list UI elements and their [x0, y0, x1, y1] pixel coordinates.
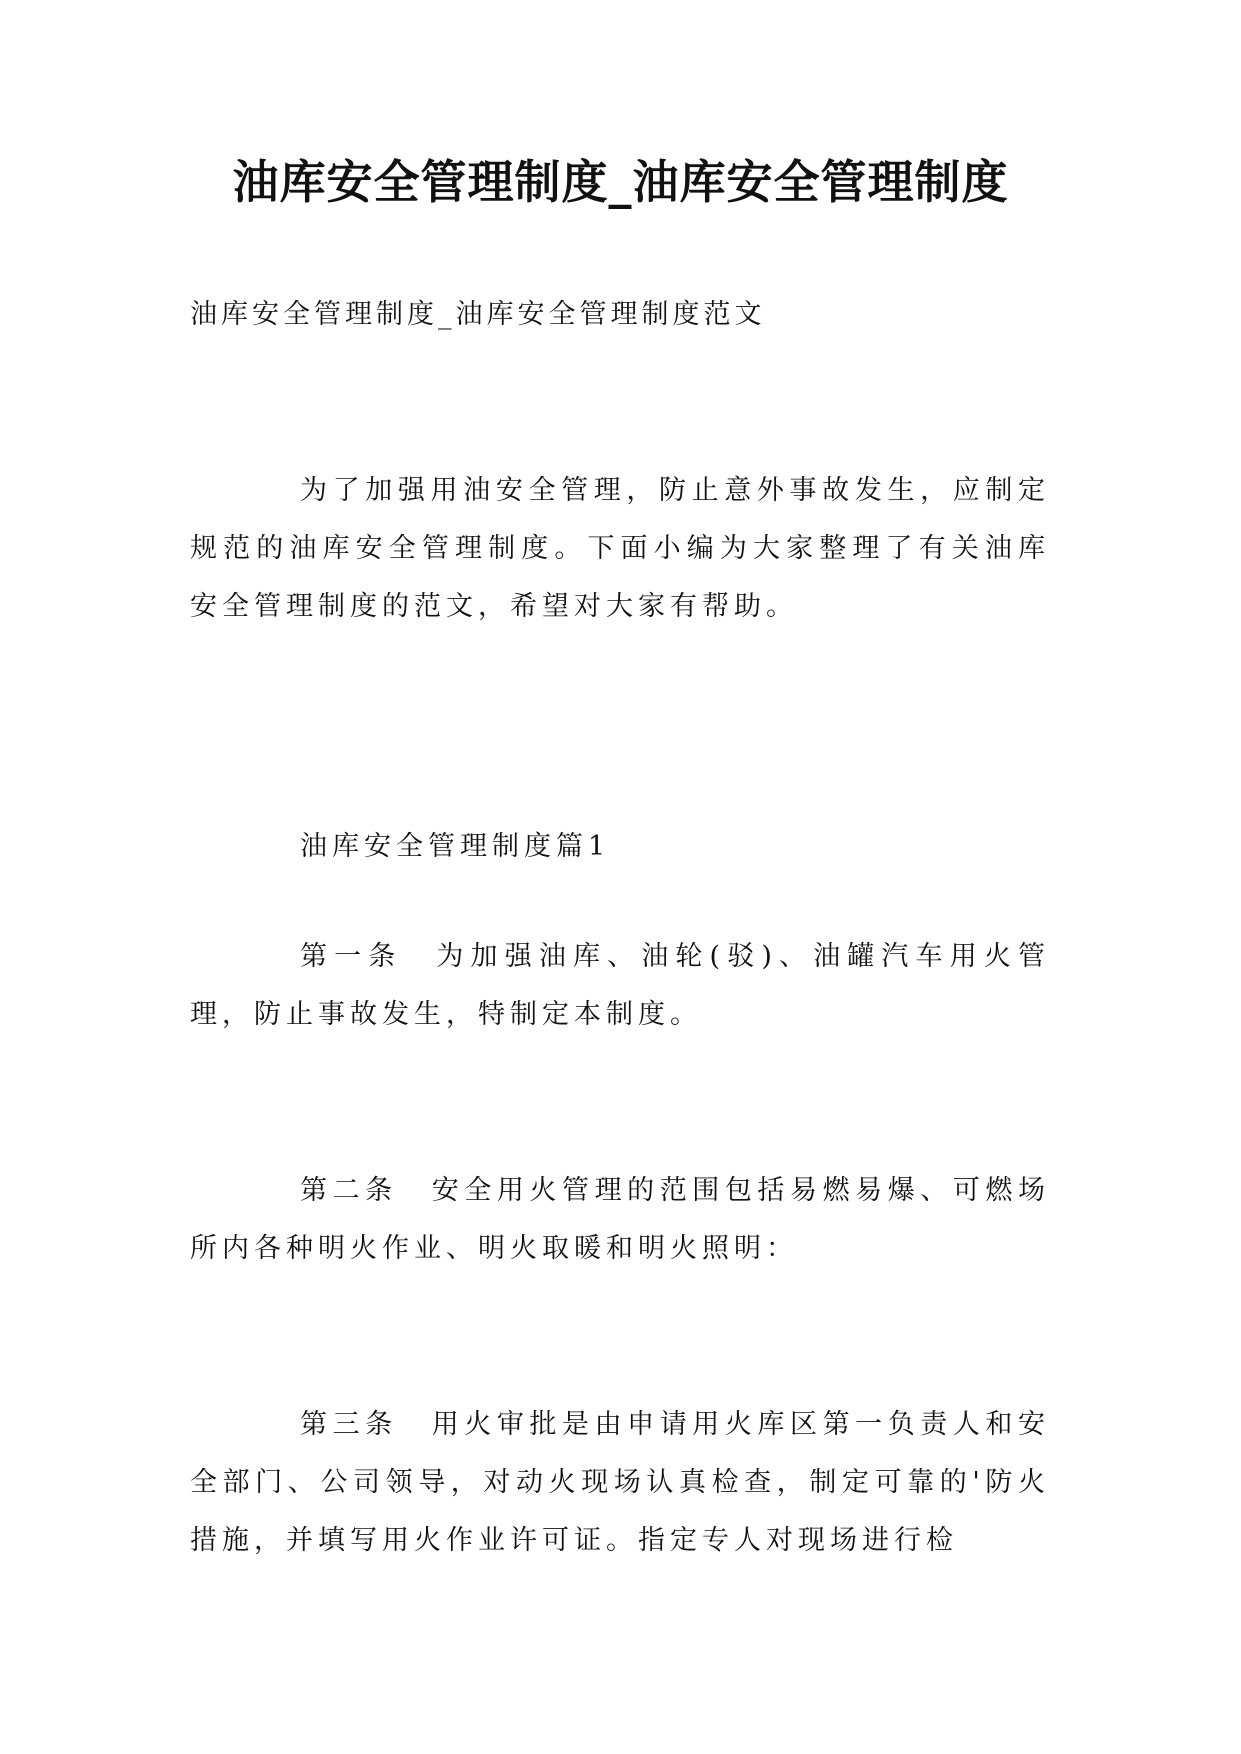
article-3-text: 用火审批是由申请用火库区第一负责人和安全部门、公司领导，对动火现场认真检查，制定可靠的'防火措施，并填写用火作业许可证。指定专人对现场进行检	[190, 1409, 1051, 1556]
article-2-paragraph	[190, 1162, 1050, 1278]
article-2-text: 安全用火管理的范围包括易燃易爆、可燃场所内各种明火作业、明火取暖和明火照明：	[190, 1175, 1051, 1264]
section-heading: 油库安全管理制度篇1	[300, 831, 611, 862]
article-1-text: 为加强油库、油轮(驳)、油罐汽车用火管理，防止事故发生，特制定本制度。	[190, 941, 1050, 1030]
article-2-label: 第二条	[300, 1175, 398, 1206]
article-1-paragraph	[190, 928, 1050, 1044]
article-3-label: 第三条	[300, 1409, 398, 1440]
document-title: 油库安全管理制度_油库安全管理制度	[232, 155, 1009, 209]
article-3-paragraph	[190, 1396, 1050, 1570]
article-1-label: 第一条	[300, 941, 403, 972]
document-subtitle: 油库安全管理制度_油库安全管理制度范文	[190, 299, 766, 330]
intro-paragraph: 为了加强用油安全管理，防止意外事故发生，应制定规范的油库安全管理制度。下面小编为大家整理了有关油库安全管理制度的范文，希望对大家有帮助。	[190, 475, 1050, 622]
